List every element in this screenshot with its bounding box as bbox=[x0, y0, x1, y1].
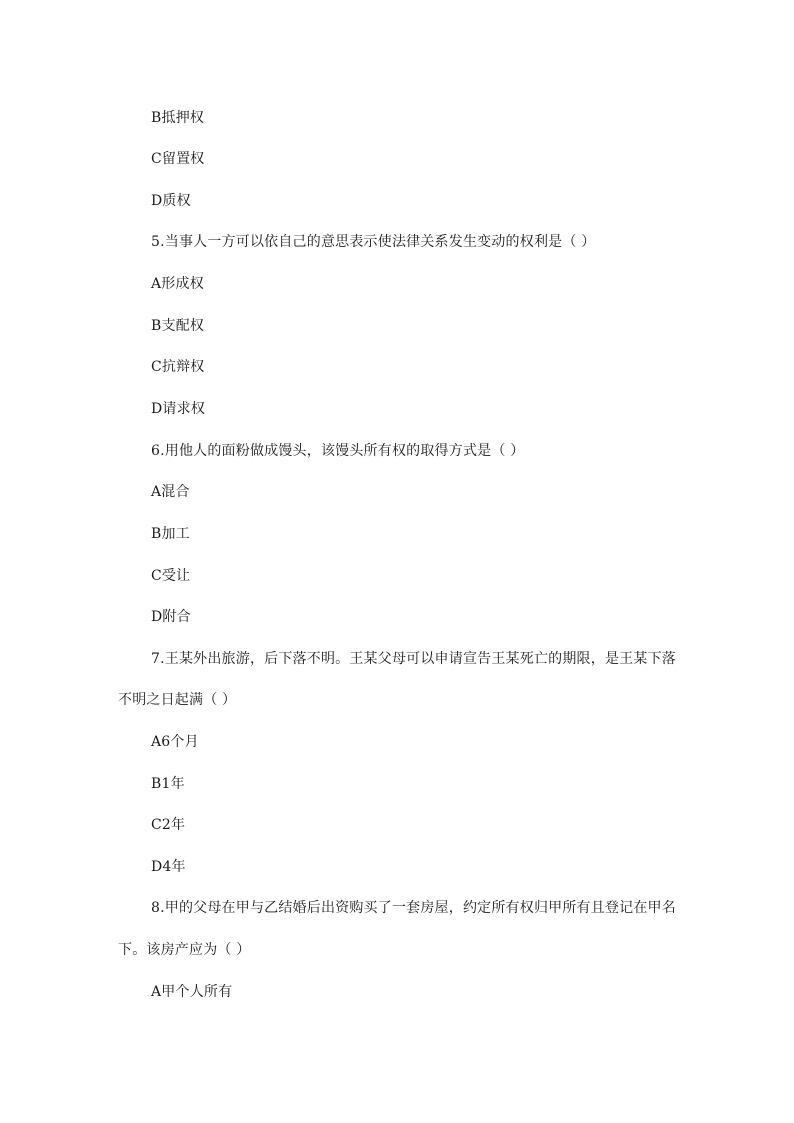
option-a-sole-ownership: A甲个人所有 bbox=[151, 984, 233, 1000]
question-7-continuation: 不明之日起满（ ） bbox=[118, 692, 237, 708]
option-a-6-months: A6个月 bbox=[151, 734, 199, 750]
option-a-mixing: A混合 bbox=[151, 484, 190, 500]
question-8: 8.甲的父母在甲与乙结婚后出资购买了一套房屋，约定所有权归甲所有且登记在甲名 bbox=[151, 900, 676, 916]
option-b-processing: B加工 bbox=[151, 526, 190, 542]
option-d-4-years: D4年 bbox=[151, 859, 186, 875]
option-b-mortgage: B抵押权 bbox=[151, 110, 205, 126]
option-c-lien: C留置权 bbox=[151, 151, 205, 167]
option-d-claim-right: D请求权 bbox=[151, 401, 206, 417]
question-8-continuation: 下。该房产应为（ ） bbox=[118, 942, 251, 958]
option-d-pledge: D质权 bbox=[151, 193, 191, 209]
option-c-transfer: C受让 bbox=[151, 568, 191, 584]
option-b-1-year: B1年 bbox=[151, 776, 185, 792]
question-7: 7.王某外出旅游，后下落不明。王某父母可以申请宣告王某死亡的期限，是王某下落 bbox=[151, 651, 676, 667]
option-a-formation-right: A形成权 bbox=[151, 276, 204, 292]
option-b-dominion-right: B支配权 bbox=[151, 318, 205, 334]
option-d-accession: D附合 bbox=[151, 609, 191, 625]
question-5: 5.当事人一方可以依自己的意思表示使法律关系发生变动的权利是（ ） bbox=[151, 234, 596, 250]
option-c-defense-right: C抗辩权 bbox=[151, 359, 205, 375]
option-c-2-years: C2年 bbox=[151, 817, 186, 833]
question-6: 6.用他人的面粉做成馒头，该馒头所有权的取得方式是（ ） bbox=[151, 443, 525, 459]
